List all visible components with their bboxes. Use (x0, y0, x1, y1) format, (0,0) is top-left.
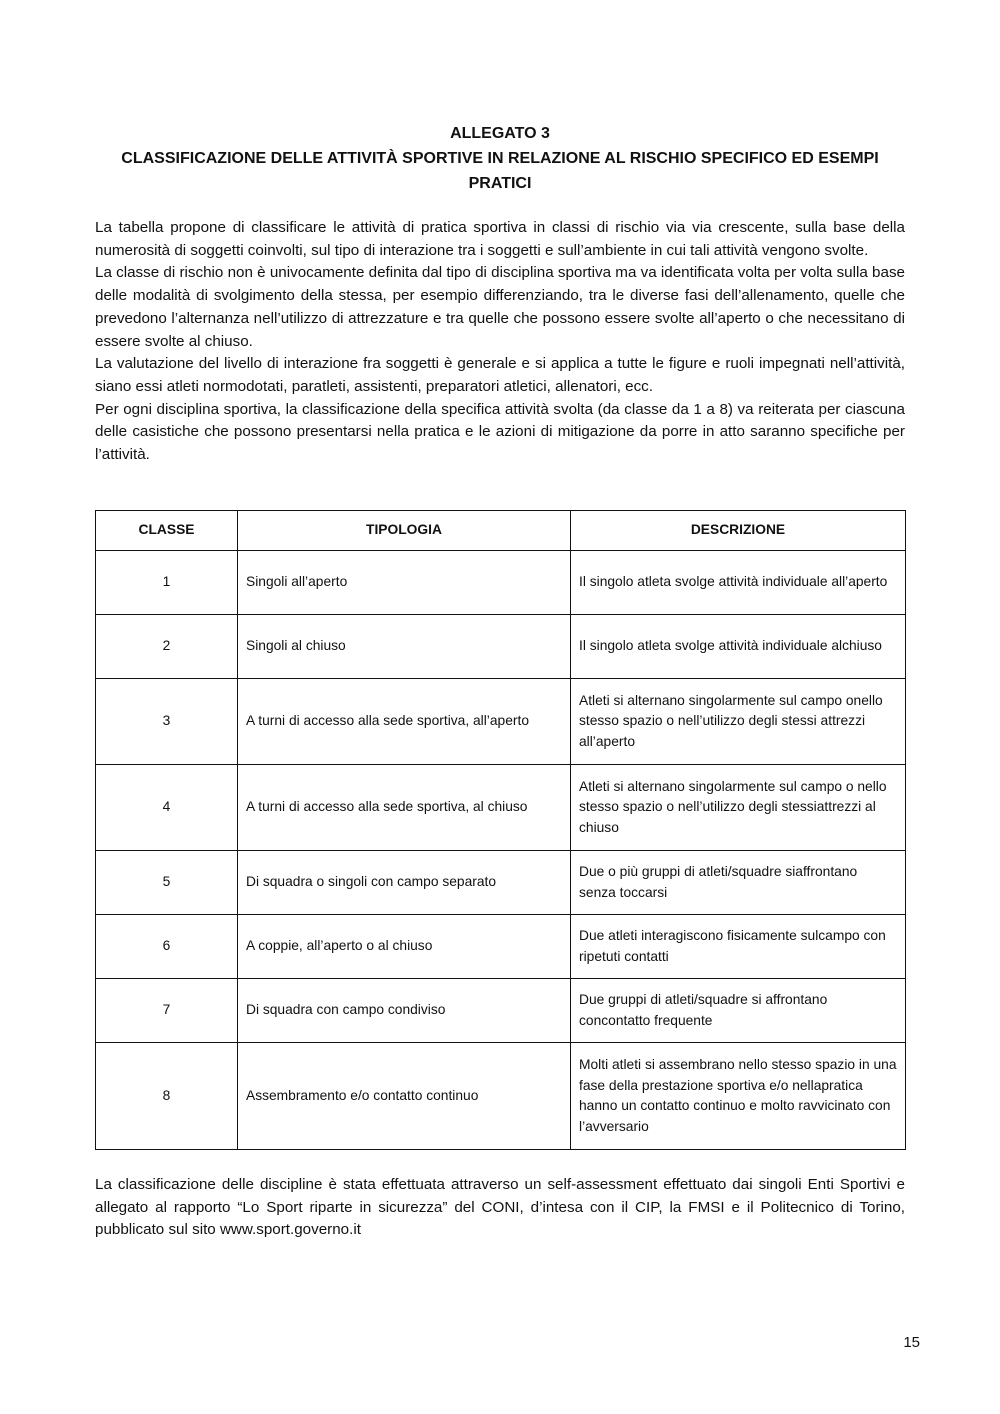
table-row (96, 551, 906, 615)
table-row (96, 1043, 906, 1150)
cell-classe: 2 (96, 615, 238, 679)
title-line-1: ALLEGATO 3 (450, 125, 550, 142)
page-number: 15 (903, 1334, 920, 1351)
cell-tipologia: Di squadra con campo condiviso (238, 979, 571, 1043)
cell-tipologia: Singoli all’aperto (238, 551, 571, 615)
cell-classe: 4 (96, 765, 238, 851)
intro-paragraph-2: La classe di rischio non è univocamente definita dal tipo di disciplina sportiva ma va identificata volta per volta sulla base delle modalità di svolgimento della stessa, per esempio differenziando, tra le diverse fasi dell’allenamento, quelle che prevedono l’alternanza nell’utilizzo di attrezzature e tra quelle che possono essere svolte all’aperto o che necessitano di essere svolte al chiuso. (95, 264, 905, 350)
table-row (96, 679, 906, 765)
cell-tipologia: Di squadra o singoli con campo separato (238, 851, 571, 915)
table-row (96, 765, 906, 851)
cell-classe: 7 (96, 979, 238, 1043)
cell-tipologia: Singoli al chiuso (238, 615, 571, 679)
cell-classe: 5 (96, 851, 238, 915)
footer-note: La classificazione delle discipline è stata effettuata attraverso un self-assessment effettuato dai singoli Enti Sportivi e allegato al rapporto “Lo Sport riparte in sicurezza” del CONI, d’intesa con il CIP, la FMSI e il Politecnico di Torino, pubblicato sul sito www.sport.governo.it (95, 1176, 905, 1239)
table-row (96, 615, 906, 679)
cell-classe: 3 (96, 679, 238, 765)
cell-descrizione: Due gruppi di atleti/squadre si affrontano concontatto frequente (571, 979, 906, 1043)
table-row (96, 851, 906, 915)
cell-tipologia: A turni di accesso alla sede sportiva, all’aperto (238, 679, 571, 765)
intro-paragraph-3: La valutazione del livello di interazione fra soggetti è generale e si applica a tutte le figure e ruoli impegnati nell’attività, siano essi atleti normodotati, paratleti, assistenti, preparatori atletici, allenatori, ecc. (95, 355, 905, 395)
table-header-row (96, 511, 906, 551)
header-descrizione: DESCRIZIONE (571, 511, 906, 551)
cell-descrizione: Molti atleti si assembrano nello stesso spazio in una fase della prestazione sportiva e/o nellapratica hanno un contatto continuo e molto ravvicinato con l’avversario (571, 1043, 906, 1150)
intro-paragraph-1: La tabella propone di classificare le attività di pratica sportiva in classi di rischio via via crescente, sulla base della numerosità di soggetti coinvolti, sul tipo di interazione tra i soggetti e sull’ambiente in cui tali attività vengono svolte. (95, 219, 905, 259)
intro-text (95, 217, 905, 467)
cell-descrizione: Il singolo atleta svolge attività individuale all’aperto (571, 551, 906, 615)
cell-tipologia: A coppie, all’aperto o al chiuso (238, 915, 571, 979)
classification-table (95, 510, 906, 1150)
cell-descrizione: Il singolo atleta svolge attività individuale alchiuso (571, 615, 906, 679)
cell-classe: 8 (96, 1043, 238, 1150)
cell-classe: 6 (96, 915, 238, 979)
table-row (96, 915, 906, 979)
cell-descrizione: Due atleti interagiscono fisicamente sulcampo con ripetuti contatti (571, 915, 906, 979)
cell-descrizione: Due o più gruppi di atleti/squadre siaffrontano senza toccarsi (571, 851, 906, 915)
document-title (95, 121, 905, 196)
cell-tipologia: Assembramento e/o contatto continuo (238, 1043, 571, 1150)
title-line-3: PRATICI (468, 175, 532, 192)
cell-tipologia: A turni di accesso alla sede sportiva, al chiuso (238, 765, 571, 851)
header-tipologia: TIPOLOGIA (238, 511, 571, 551)
table-row (96, 979, 906, 1043)
header-classe: CLASSE (96, 511, 238, 551)
cell-classe: 1 (96, 551, 238, 615)
intro-paragraph-4: Per ogni disciplina sportiva, la classificazione della specifica attività svolta (da classe da 1 a 8) va reiterata per ciascuna delle casistiche che possono presentarsi nella pratica e le azioni di mitigazione da porre in atto saranno specifiche per l’attività. (95, 400, 905, 464)
cell-descrizione: Atleti si alternano singolarmente sul campo onello stesso spazio o nell’utilizzo degli stessi attrezzi all’aperto (571, 679, 906, 765)
title-line-2: CLASSIFICAZIONE DELLE ATTIVITÀ SPORTIVE IN RELAZIONE AL RISCHIO SPECIFICO ED ESEMPI (121, 150, 879, 167)
cell-descrizione: Atleti si alternano singolarmente sul campo o nello stesso spazio o nell’utilizzo degli stessiattrezzi al chiuso (571, 765, 906, 851)
